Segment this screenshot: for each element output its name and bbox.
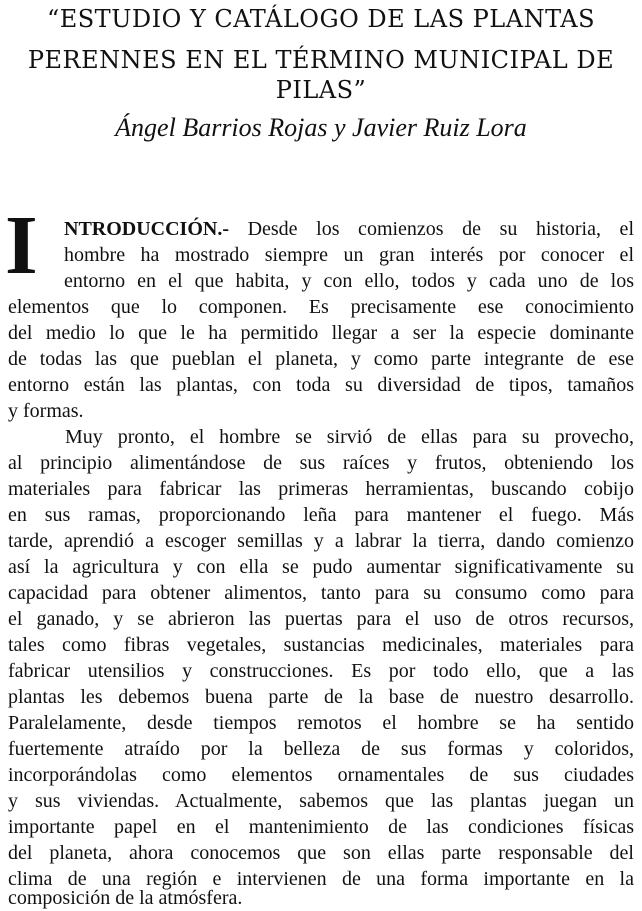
paragraph-2-line: en sus ramas, proporcionando leña para mantener el fuego. Más <box>8 504 634 526</box>
paragraph-2-line: y sus viviendas. Actualmente, sabemos que las plantas juegan un <box>8 790 634 812</box>
paragraph-2-line: Paralelamente, desde tiempos remotos el hombre se ha sentido <box>8 712 634 734</box>
authors-byline: Ángel Barrios Rojas y Javier Ruiz Lora <box>115 113 527 142</box>
paragraph-2-line: plantas les debemos buena parte de la base de nuestro desarrollo. <box>8 686 634 708</box>
paragraph-1-line: de todas las que pueblan el planeta, y como parte integrante de ese <box>8 348 634 370</box>
paragraph-2-line: al principio alimentándose de sus raíces y frutos, obteniendo los <box>8 452 634 474</box>
paragraph-1-line: y formas. <box>8 400 84 422</box>
paragraph-1-line: del medio lo que le ha permitido llegar a ser la especie dominante <box>8 322 634 344</box>
paragraph-2-line: incorporándolas como elementos ornamentales de sus ciudades <box>8 764 634 786</box>
paragraph-1-line: elementos que lo componen. Es precisamente ese conocimiento <box>8 296 634 318</box>
paragraph-1-line: hombre ha mostrado siempre un gran interés por conocer el <box>64 244 634 266</box>
title-line-1: “ESTUDIO Y CATÁLOGO DE LAS PLANTAS <box>46 5 596 33</box>
paragraph-2-line: del planeta, ahora conocemos que son ellas parte responsable del <box>8 842 634 864</box>
paragraph-2-line: tarde, aprendió a escoger semillas y a labrar la tierra, dando comienzo <box>8 530 634 552</box>
paragraph-1-line-text: Desde los comienzos de su historia, el <box>229 218 634 240</box>
drop-cap: I <box>5 199 38 292</box>
paragraph-2-line: fuertemente atraído por la belleza de sus formas y coloridos, <box>8 738 634 760</box>
paragraph-2-line: así la agricultura y con ella se pudo aumentar significativamente su <box>8 556 634 578</box>
paragraph-2-line: capacidad para obtener alimentos, tanto para su consumo como para <box>8 582 634 604</box>
paragraph-2-line: importante papel en el mantenimiento de las condiciones físicas <box>8 816 634 838</box>
paragraph-2-line: el ganado, y se abrieron las puertas para el uso de otros recursos, <box>8 608 634 630</box>
paragraph-2-line: tales como fibras vegetales, sustancias medicinales, materiales para <box>8 634 634 656</box>
paragraph-2-line: materiales para fabricar las primeras herramientas, buscando cobijo <box>8 478 634 500</box>
paragraph-2-line: clima de una región e intervienen de una forma importante en la <box>8 868 634 890</box>
paragraph-1-line <box>64 216 634 242</box>
intro-heading: NTRODUCCIÓN.- <box>64 218 229 240</box>
paragraph-1-line: entorno están las plantas, con toda su diversidad de tipos, tamaños <box>8 374 634 396</box>
title-line-2: PERENNES EN EL TÉRMINO MUNICIPAL DE PILAS” <box>27 46 615 104</box>
paragraph-1-line: entorno en el que habita, y con ello, todos y cada uno de los <box>64 270 634 292</box>
paragraph-2-line: fabricar utensilios y construcciones. Es por todo ello, que a las <box>8 660 634 682</box>
paragraph-2-line: composición de la atmósfera. <box>8 887 243 909</box>
paragraph-2-line: Muy pronto, el hombre se sirvió de ellas para su provecho, <box>65 426 634 448</box>
